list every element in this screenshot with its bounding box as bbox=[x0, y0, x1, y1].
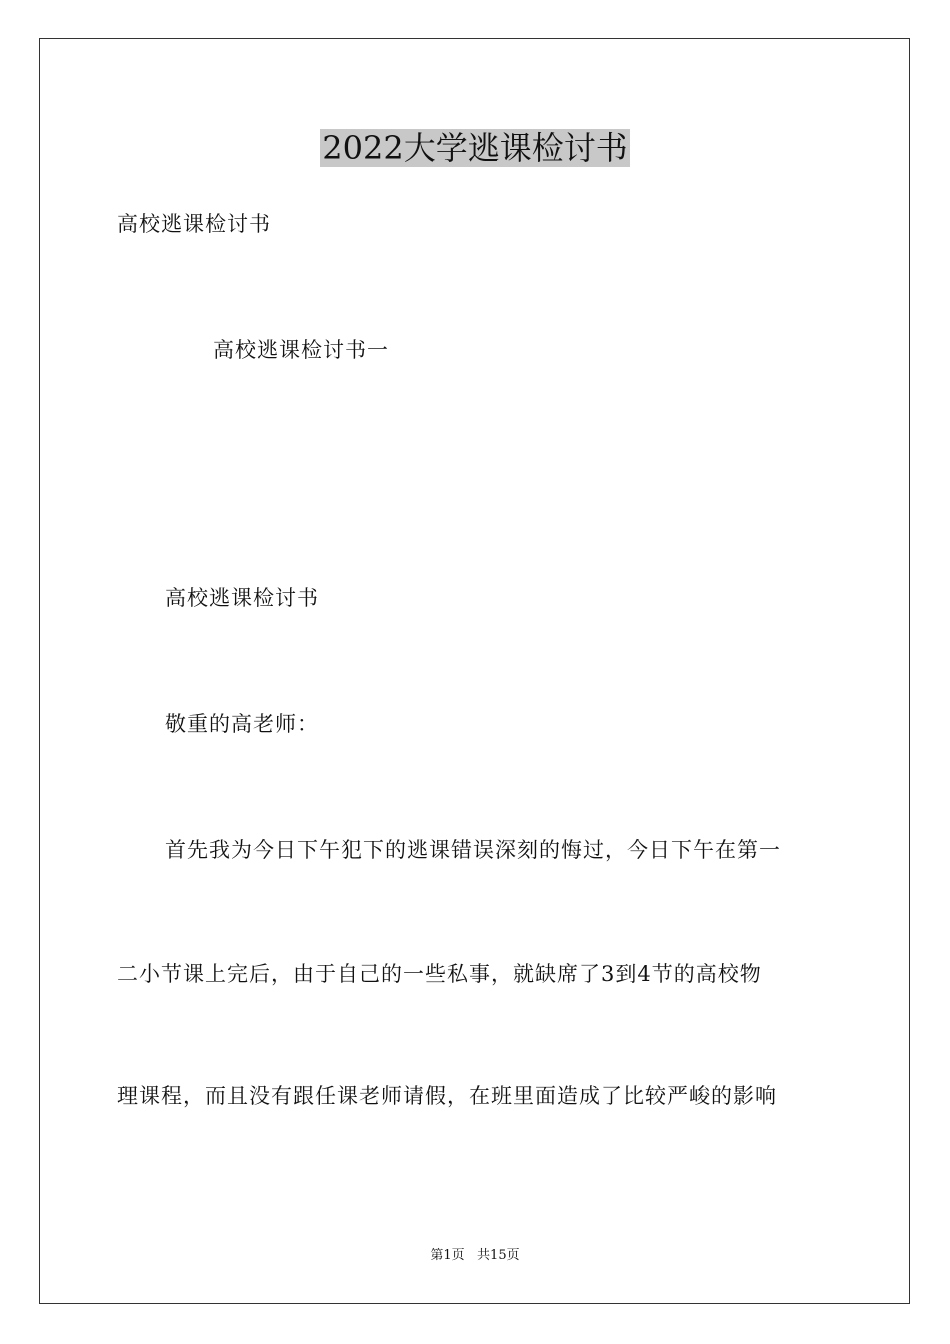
body-line: 理课程，而且没有跟任课老师请假，在班里面造成了比较严峻的影响 bbox=[117, 1084, 777, 1108]
document-subtitle: 高校逃课检讨书 bbox=[117, 212, 271, 236]
salutation: 敬重的高老师： bbox=[165, 712, 319, 736]
document-title bbox=[0, 128, 950, 168]
letter-title: 高校逃课检讨书 bbox=[165, 586, 319, 610]
body-line: 首先我为今日下午犯下的逃课错误深刻的悔过，今日下午在第一 bbox=[165, 838, 781, 862]
page-number-footer: 第1页 共15页 bbox=[430, 1248, 520, 1263]
section-heading: 高校逃课检讨书一 bbox=[213, 338, 389, 362]
body-line: 二小节课上完后，由于自己的一些私事，就缺席了3到4节的高校物 bbox=[117, 962, 762, 986]
document-title-text: 2022大学逃课检讨书 bbox=[322, 129, 628, 167]
